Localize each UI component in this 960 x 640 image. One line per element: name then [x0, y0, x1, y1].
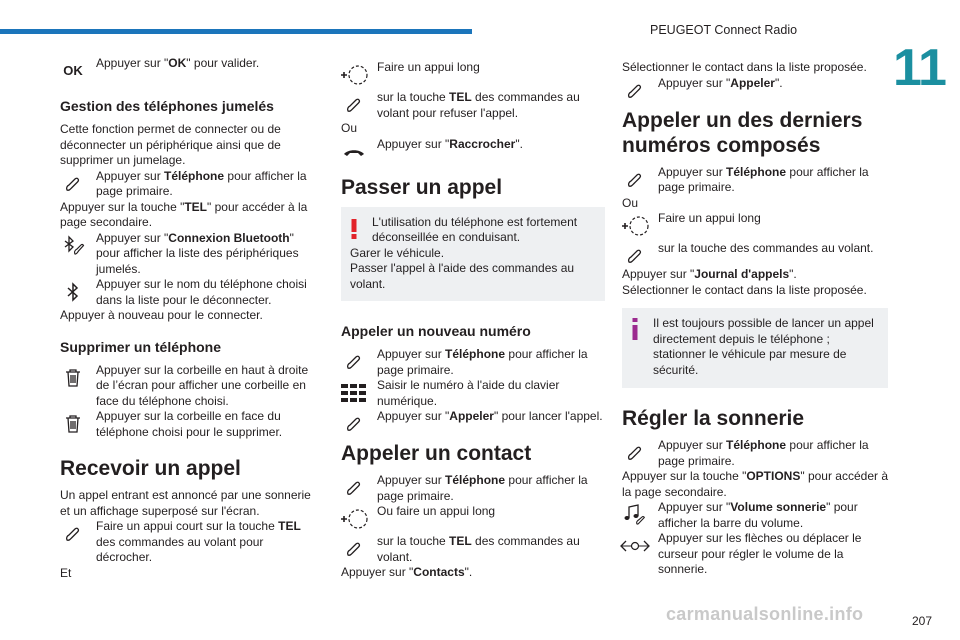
- paragraph-tel-key: Appuyer sur la touche "TEL" pour accéder à la page secondaire.: [60, 199, 308, 229]
- paragraph-contacts: Appuyer sur "Contacts".: [341, 565, 473, 579]
- step-telephone: Appuyer sur Téléphone pour afficher la page primaire.: [622, 438, 888, 469]
- heading-gestion: Gestion des téléphones jumelés: [60, 98, 274, 114]
- info-icon: [632, 318, 638, 345]
- paragraph-journal: Appuyer sur "Journal d'appels".: [622, 267, 797, 281]
- bluetooth-icon: [58, 281, 88, 303]
- step-telephone: Appuyer sur Téléphone pour afficher la page primaire.: [622, 165, 888, 196]
- header-accent-bar: [0, 29, 472, 34]
- step-telephone: Appuyer sur Téléphone pour afficher la page primaire.: [341, 347, 605, 378]
- paragraph-ou: Ou: [341, 121, 358, 135]
- step-bluetooth-name: Appuyer sur le nom du téléphone choisi dans la liste pour le déconnecter.: [60, 277, 320, 308]
- heading-recevoir: Recevoir un appel: [60, 457, 241, 480]
- phone-touch-icon: [620, 245, 650, 267]
- phone-touch-icon: [620, 442, 650, 464]
- chapter-number: 11: [893, 39, 946, 97]
- phone-touch-icon: [58, 173, 88, 195]
- step-clavier: Saisir le numéro à l'aide du clavier numérique.: [341, 378, 605, 409]
- phone-touch-icon: [339, 351, 369, 373]
- keypad-icon: [339, 382, 369, 404]
- heading-contact: Appeler un contact: [341, 442, 532, 465]
- step-appui-long: Faire un appui long: [341, 60, 605, 90]
- heading-nouveau: Appeler un nouveau numéro: [341, 323, 531, 339]
- step-refuser: sur la touche TEL des commandes au volant pour refuser l'appel.: [341, 90, 605, 121]
- step-appeler: Appuyer sur "Appeler" pour lancer l'appel.: [341, 409, 605, 429]
- paragraph-ou: Ou: [622, 195, 639, 210]
- phone-touch-icon: [620, 80, 650, 102]
- step-volume: Appuyer sur "Volume sonnerie" pour afficher la barre du volume.: [622, 500, 888, 531]
- paragraph-et: Et: [60, 565, 72, 580]
- step-tel-volant: sur la touche TEL des commandes au volant.: [341, 534, 605, 565]
- header-title: PEUGEOT Connect Radio: [650, 23, 798, 37]
- paragraph-recevoir: Un appel entrant est annoncé par une sonnerie et un affichage superposé sur l'écran.: [60, 488, 311, 518]
- bluetooth-touch-icon: [58, 235, 88, 257]
- warning-note: L'utilisation du téléphone est fortement déconseillée en conduisant. Garer le véhicule. Passer l'appel à l'aide des commandes au volant.: [341, 207, 605, 302]
- phone-touch-icon: [620, 169, 650, 191]
- paragraph-options: Appuyer sur la touche "OPTIONS" pour accéder à la page secondaire.: [622, 469, 889, 499]
- heading-supprimer: Supprimer un téléphone: [60, 338, 222, 355]
- trash-icon: [58, 413, 88, 435]
- long-press-2s-icon: [620, 215, 650, 237]
- step-trash-2: Appuyer sur la corbeille en face du téléphone choisi pour le supprimer.: [60, 409, 320, 440]
- step-appui-long-2: Ou faire un appui long: [341, 504, 605, 534]
- long-press-2s-icon: [339, 64, 369, 86]
- step-connexion-bluetooth: Appuyer sur "Connexion Bluetooth" pour afficher la liste des périphériques jumelés.: [60, 231, 320, 278]
- trash-icon: [58, 367, 88, 389]
- page-number: 207: [912, 614, 933, 628]
- ok-icon: OK: [63, 63, 83, 79]
- step-volant: sur la touche des commandes au volant.: [622, 241, 888, 261]
- step-appui-long-3: Faire un appui long: [622, 211, 888, 241]
- column-1: [60, 56, 320, 581]
- long-press-2s-icon: [339, 508, 369, 530]
- paragraph-select-1: Sélectionner le contact dans la liste proposée.: [622, 60, 867, 74]
- phone-touch-icon: [58, 523, 88, 545]
- column-3: [622, 60, 888, 578]
- watermark: carmanualsonline.info: [666, 604, 864, 624]
- step-ok: OK Appuyer sur "OK" pour valider.: [60, 56, 320, 76]
- heading-derniers: Appeler un des derniers numéros composés: [622, 108, 863, 157]
- paragraph-reconnect: Appuyer à nouveau pour le connecter.: [60, 308, 263, 322]
- step-telephone: Appuyer sur Téléphone pour afficher la page primaire.: [60, 169, 320, 200]
- arrows-slider-icon: [620, 535, 650, 557]
- info-note: Il est toujours possible de lancer un appel directement depuis le téléphone ; stationner le véhicule par mesure de sécurité.: [622, 308, 888, 388]
- warning-icon: [351, 219, 357, 244]
- paragraph-select-2: Sélectionner le contact dans la liste proposée.: [622, 282, 867, 297]
- step-trash-1: Appuyer sur la corbeille en haut à droite de l’écran pour afficher une corbeille en face du téléphone choisi.: [60, 363, 320, 410]
- step-raccrocher: Appuyer sur "Raccrocher".: [341, 137, 605, 157]
- step-telephone: Appuyer sur Téléphone pour afficher la page primaire.: [341, 473, 605, 504]
- step-appui-court: Faire un appui court sur la touche TEL des commandes au volant pour décrocher.: [60, 519, 320, 566]
- step-fleches: Appuyer sur les flèches ou déplacer le curseur pour régler le volume de la sonnerie.: [622, 531, 888, 578]
- music-note-touch-icon: [620, 504, 650, 526]
- column-2: [341, 60, 605, 581]
- heading-sonnerie: Régler la sonnerie: [622, 407, 805, 430]
- phone-touch-icon: [339, 94, 369, 116]
- heading-passer: Passer un appel: [341, 175, 503, 199]
- paragraph-gestion: Cette fonction permet de connecter ou de déconnecter un périphérique ainsi que de supprimer un jumelage.: [60, 122, 281, 167]
- phone-touch-icon: [339, 477, 369, 499]
- hang-up-icon: [339, 141, 369, 163]
- phone-touch-icon: [339, 538, 369, 560]
- phone-touch-icon: [339, 413, 369, 435]
- step-appeler-2: Appuyer sur "Appeler".: [622, 76, 888, 96]
